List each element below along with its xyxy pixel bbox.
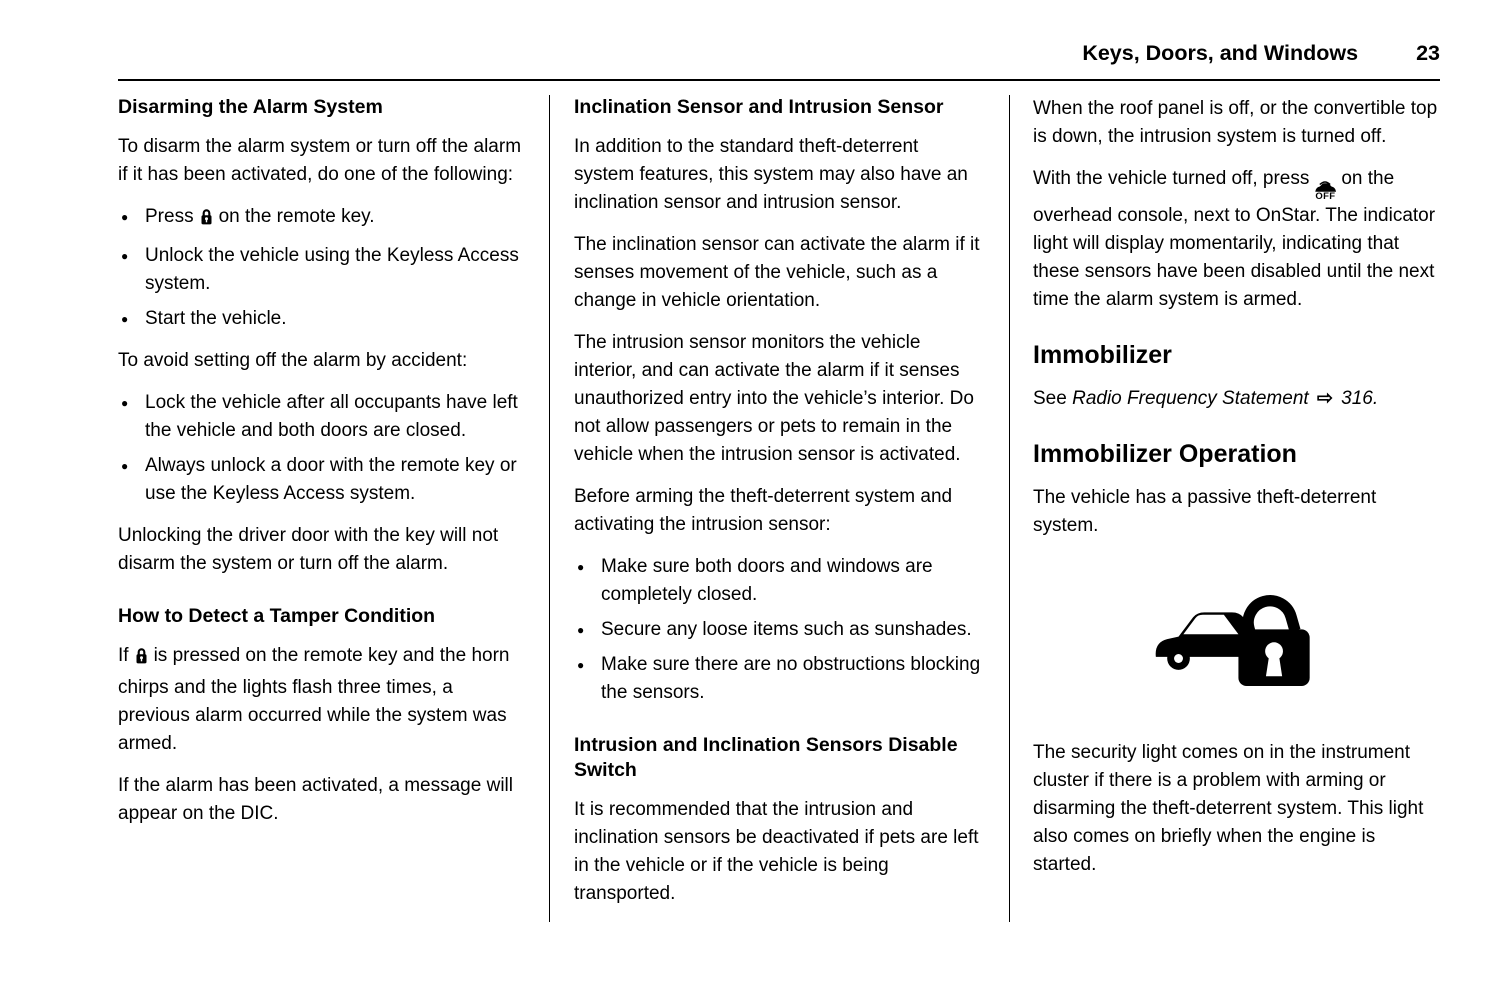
paragraph-sensor-off bbox=[1033, 165, 1438, 314]
intrusion-sensor-off-icon bbox=[1313, 180, 1337, 202]
paragraph: In addition to the standard theft-deterrent system features, this system may also have an inclination sensor and intrusion sensor. bbox=[574, 136, 968, 213]
avoid-alarm-list bbox=[118, 389, 527, 508]
column-1 bbox=[118, 95, 527, 922]
paragraph-unlock-note: Unlocking the driver door with the key will not disarm the system or turn off the alarm. bbox=[118, 525, 499, 574]
paragraph-cross-reference bbox=[1033, 385, 1438, 413]
list-item bbox=[118, 242, 527, 298]
paragraph-text: See bbox=[1033, 387, 1067, 409]
list-item bbox=[118, 203, 527, 235]
page-number: 23 bbox=[1416, 41, 1440, 65]
list-item-text: on the remote key. bbox=[218, 206, 375, 227]
paragraph: Before arming the theft-deterrent system and activating the intrusion sensor: bbox=[574, 486, 953, 535]
paragraph-avoid-intro: To avoid setting off the alarm by accident: bbox=[118, 350, 468, 371]
heading-immobilizer-operation: Immobilizer Operation bbox=[1033, 439, 1297, 468]
car-and-padlock-icon bbox=[1151, 574, 1321, 692]
immobilizer-pictogram bbox=[1033, 574, 1438, 701]
paragraph-tamper bbox=[118, 642, 527, 758]
paragraph: The vehicle has a passive theft-deterrent system. bbox=[1033, 486, 1377, 536]
list-item-text: Make sure there are no obstructions blocking the sensors. bbox=[601, 654, 981, 703]
content-columns bbox=[118, 95, 1440, 922]
paragraph-text: If bbox=[118, 645, 129, 666]
cross-reference-arrow-icon: ⇨ bbox=[1316, 387, 1333, 409]
page-header bbox=[118, 40, 1440, 81]
heading-immobilizer: Immobilizer bbox=[1033, 340, 1172, 369]
cross-reference-page: 316. bbox=[1341, 387, 1379, 409]
list-item-text: Make sure both doors and windows are completely closed. bbox=[601, 556, 933, 605]
list-item bbox=[574, 651, 982, 707]
paragraph: The inclination sensor can activate the alarm if it senses movement of the vehicle, such as a change in vehicle orientation. bbox=[574, 234, 980, 311]
list-item-text: Secure any loose items such as sunshades. bbox=[601, 619, 972, 640]
list-item-text: Unlock the vehicle using the Keyless Access system. bbox=[145, 245, 519, 294]
section-title: Keys, Doors, and Windows bbox=[1082, 41, 1359, 65]
header-row bbox=[118, 40, 1440, 79]
list-item-text: Press bbox=[145, 206, 194, 227]
paragraph: When the roof panel is off, or the convertible top is down, the intrusion system is turned off. bbox=[1033, 98, 1438, 147]
lock-icon bbox=[199, 207, 214, 235]
heading-tamper-condition: How to Detect a Tamper Condition bbox=[118, 605, 436, 627]
off-label: OFF bbox=[1315, 191, 1336, 202]
list-item bbox=[118, 389, 527, 445]
paragraph-dic-note: If the alarm has been activated, a message will appear on the DIC. bbox=[118, 775, 513, 824]
list-item bbox=[118, 305, 527, 333]
paragraph-text: With the vehicle turned off, press bbox=[1033, 168, 1310, 189]
paragraph-disarm-intro: To disarm the alarm system or turn off the alarm if it has been activated, do one of the following: bbox=[118, 136, 522, 185]
paragraph-text: on the overhead console, next to OnStar. The indicator light will display momentarily, indicating that these sensors have been disabled until the next time the alarm system is armed. bbox=[1033, 168, 1436, 310]
paragraph-text: is pressed on the remote key and the horn chirps and the lights flash three times, a previous alarm occurred while the system was armed. bbox=[118, 645, 510, 754]
paragraph: The intrusion sensor monitors the vehicle interior, and can activate the alarm if it senses unauthorized entry into the vehicle’s interior. Do not allow passengers or pets to remain in the vehicle when the intrusion sensor is activated. bbox=[574, 332, 974, 465]
arming-checklist bbox=[574, 553, 982, 707]
heading-disable-switch: Intrusion and Inclination Sensors Disable Switch bbox=[574, 734, 958, 781]
list-item bbox=[118, 452, 527, 508]
disarm-options-list bbox=[118, 203, 527, 333]
paragraph: The security light comes on in the instrument cluster if there is a problem with arming or disarming the theft-deterrent system. This light also comes on briefly when the engine is started. bbox=[1033, 741, 1424, 875]
list-item-text: Always unlock a door with the remote key or use the Keyless Access system. bbox=[145, 455, 517, 504]
heading-inclination-intrusion: Inclination Sensor and Intrusion Sensor bbox=[574, 96, 944, 118]
heading-disarming-alarm: Disarming the Alarm System bbox=[118, 96, 383, 118]
column-2 bbox=[549, 95, 982, 922]
list-item bbox=[574, 616, 982, 644]
column-3 bbox=[1009, 95, 1438, 922]
lock-icon bbox=[134, 646, 149, 674]
cross-reference-title: Radio Frequency Statement bbox=[1072, 387, 1309, 409]
list-item-text: Start the vehicle. bbox=[145, 308, 287, 329]
list-item bbox=[574, 553, 982, 609]
list-item-text: Lock the vehicle after all occupants have left the vehicle and both doors are closed. bbox=[145, 392, 518, 441]
paragraph: It is recommended that the intrusion and inclination sensors be deactivated if pets are left in the vehicle or if the vehicle is being transported. bbox=[574, 799, 979, 904]
header-rule bbox=[118, 79, 1440, 81]
